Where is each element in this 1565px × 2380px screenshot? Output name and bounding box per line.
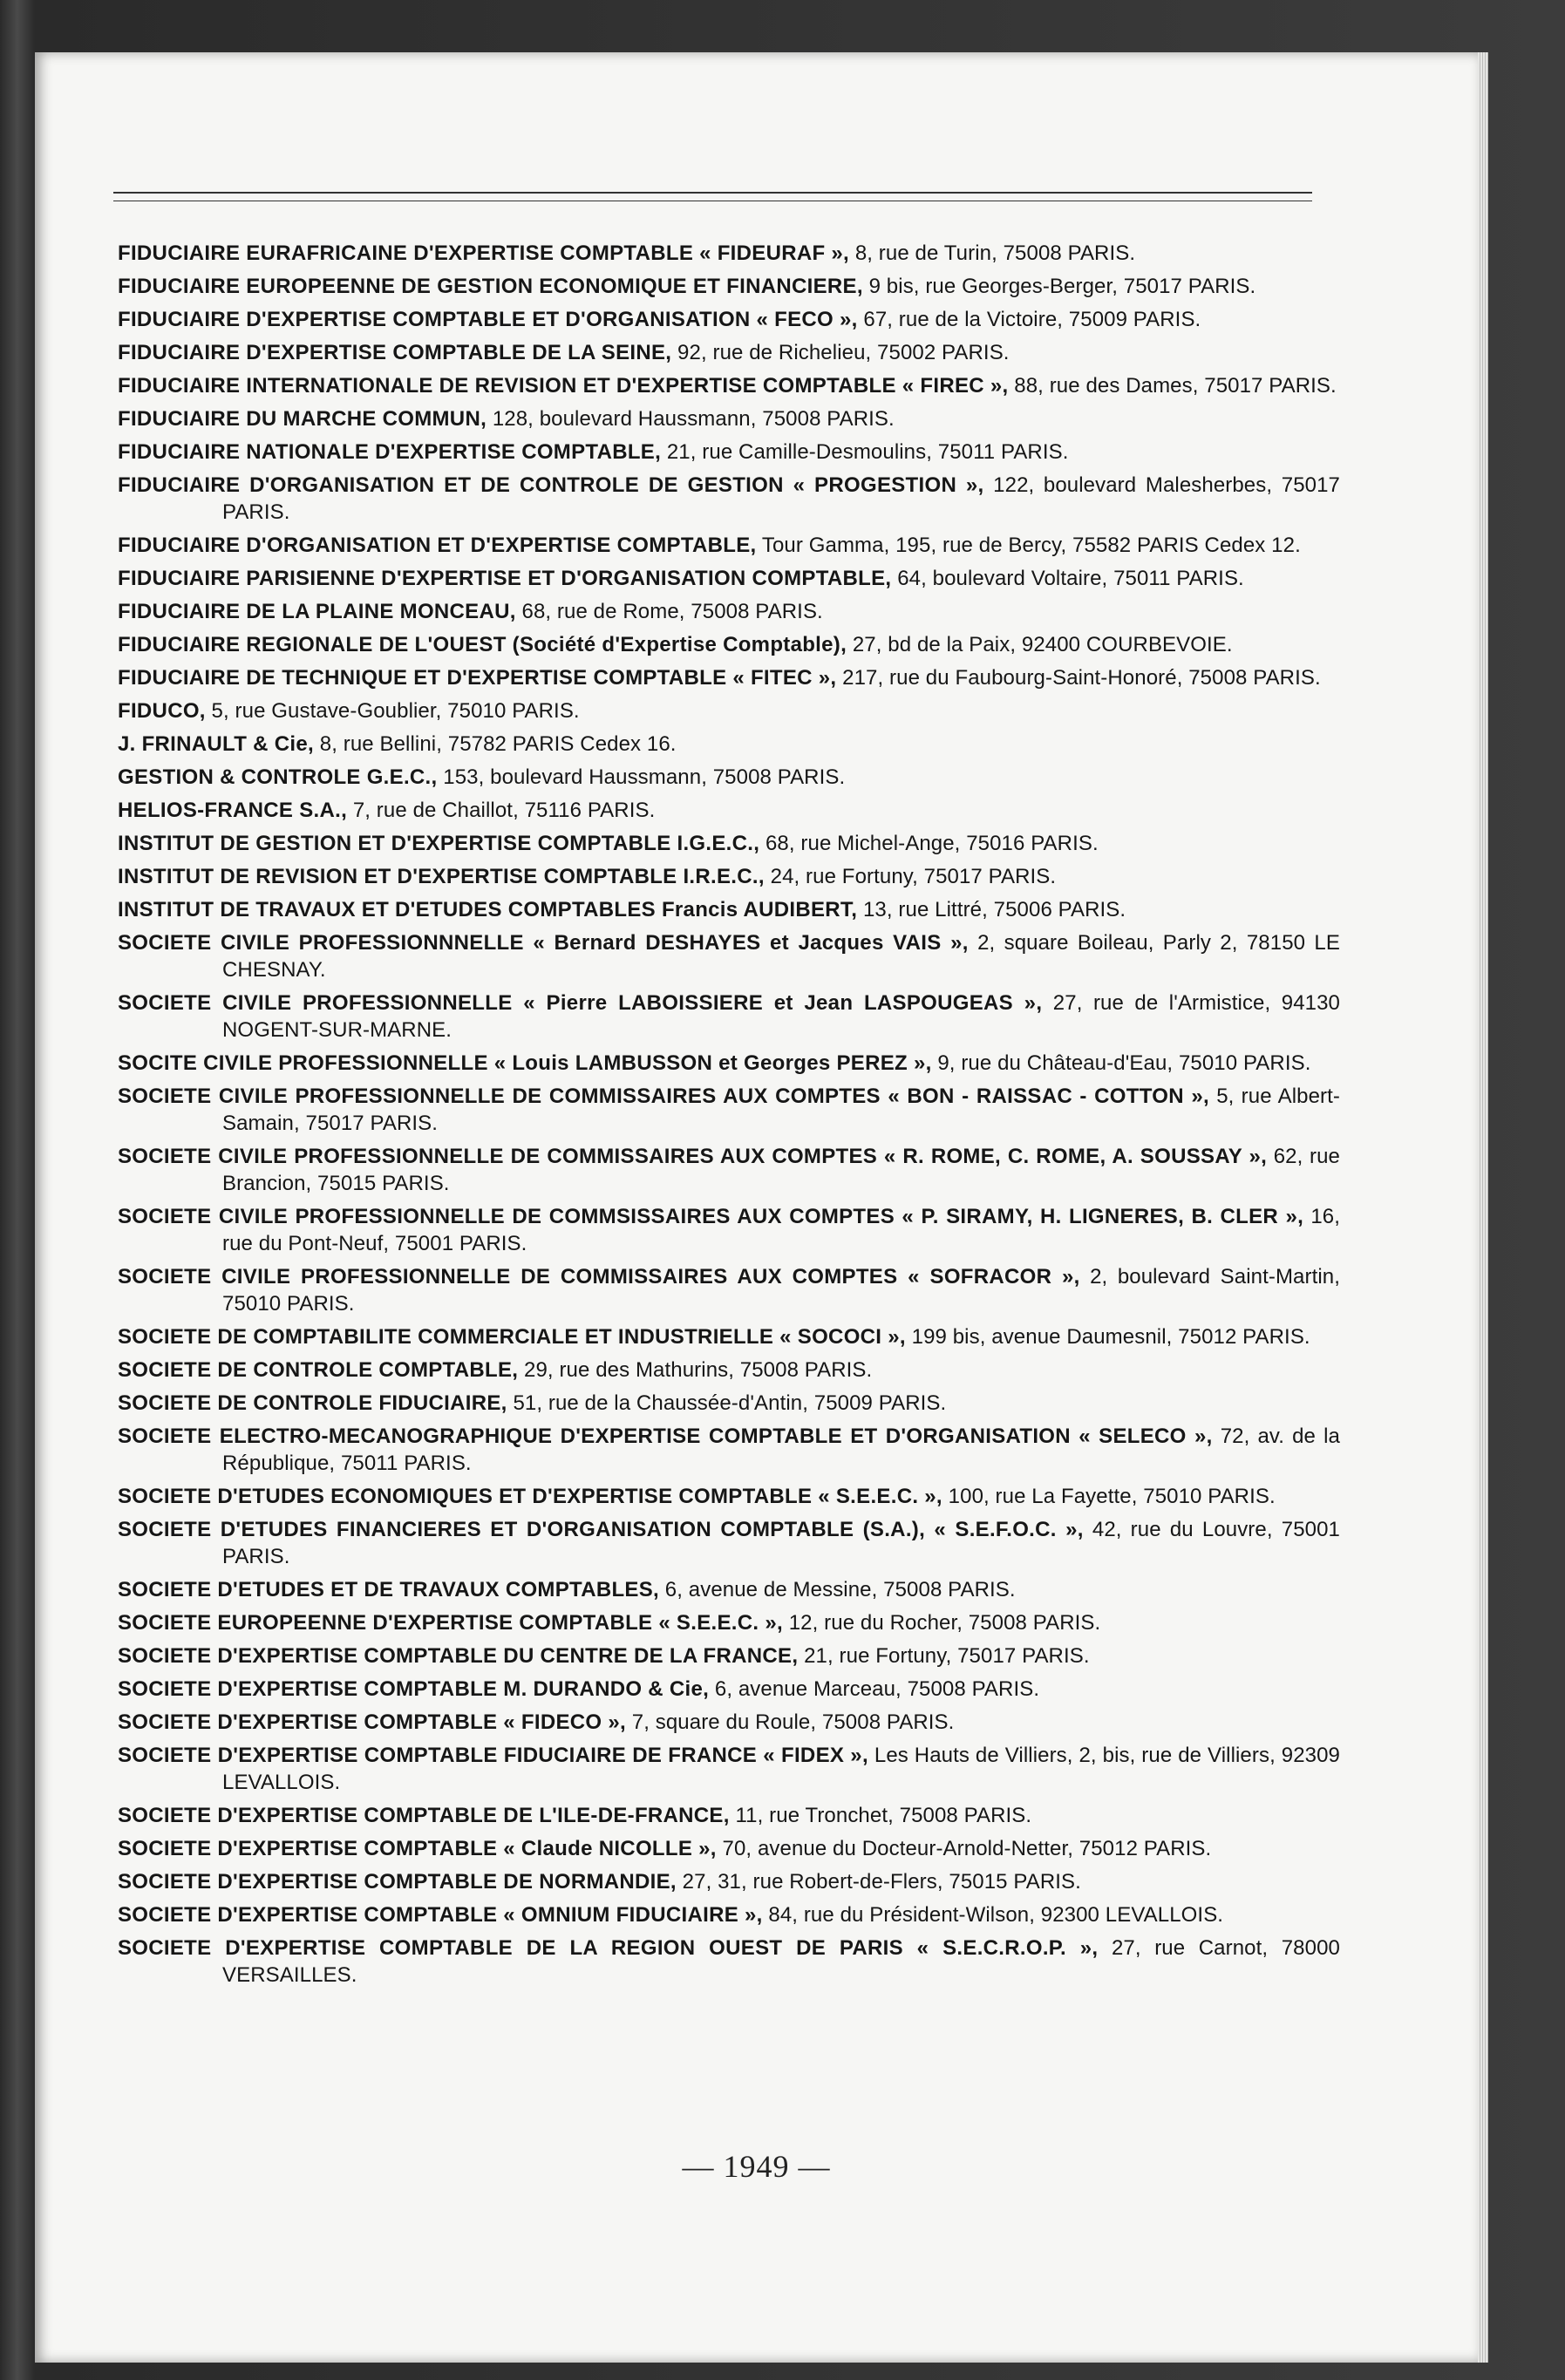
entry-address: 199 bis, avenue Daumesnil, 75012 PARIS. (911, 1325, 1310, 1349)
directory-entry (118, 1935, 1340, 1989)
entry-name: FIDUCIAIRE D'EXPERTISE COMPTABLE ET D'ORGANISATION « FECO », (118, 308, 858, 331)
entry-address: 9 bis, rue Georges-Berger, 75017 PARIS. (868, 275, 1256, 298)
directory-entry (118, 697, 1340, 724)
entry-address: 24, rue Fortuny, 75017 PARIS. (770, 865, 1057, 888)
directory-entry (118, 1083, 1340, 1137)
directory-entry (118, 1742, 1340, 1796)
directory-entry (118, 405, 1340, 432)
entry-name: FIDUCIAIRE D'EXPERTISE COMPTABLE DE LA SEINE, (118, 341, 672, 364)
directory-entry (118, 1390, 1340, 1417)
directory-entry (118, 1576, 1340, 1603)
directory-entry (118, 1676, 1340, 1703)
entry-address: 27, rue de l'Armistice, 94130 NOGENT-SUR-MARNE. (222, 991, 1340, 1042)
directory-entry (118, 797, 1340, 824)
page-edge (1478, 52, 1488, 2363)
directory-entry (118, 929, 1340, 983)
entry-name: SOCIETE D'EXPERTISE COMPTABLE DE NORMANDIE, (118, 1870, 677, 1894)
directory-entry (118, 1901, 1340, 1928)
directory-entry-list (118, 240, 1340, 1995)
entry-name: FIDUCIAIRE REGIONALE DE L'OUEST (Société d'Expertise Comptable), (118, 633, 847, 656)
entry-address: 67, rue de la Victoire, 75009 PARIS. (863, 308, 1201, 331)
entry-name: FIDUCIAIRE EUROPEENNE DE GESTION ECONOMIQUE ET FINANCIERE, (118, 275, 863, 298)
entry-name: GESTION & CONTROLE G.E.C., (118, 765, 438, 789)
entry-address: 27, rue Carnot, 78000 VERSAILLES. (222, 1936, 1340, 1987)
entry-address: 6, avenue de Messine, 75008 PARIS. (664, 1578, 1016, 1601)
entry-address: 217, rue du Faubourg-Saint-Honoré, 75008 PARIS. (842, 666, 1321, 690)
entry-address: 68, rue de Rome, 75008 PARIS. (521, 600, 823, 623)
entry-name: SOCIETE D'EXPERTISE COMPTABLE M. DURANDO & Cie, (118, 1677, 710, 1701)
directory-entry (118, 1802, 1340, 1829)
entry-name: SOCIETE DE CONTROLE FIDUCIAIRE, (118, 1391, 507, 1415)
entry-address: 5, rue Gustave-Goublier, 75010 PARIS. (211, 699, 580, 723)
entry-address: 122, boulevard Malesherbes, 75017 PARIS. (222, 473, 1340, 524)
directory-entry (118, 830, 1340, 857)
entry-address: 29, rue des Mathurins, 75008 PARIS. (524, 1358, 873, 1382)
entry-name: FIDUCIAIRE INTERNATIONALE DE REVISION ET D'EXPERTISE COMPTABLE « FIREC », (118, 374, 1009, 398)
entry-address: 72, av. de la République, 75011 PARIS. (222, 1425, 1340, 1475)
top-rule (113, 192, 1312, 194)
directory-entry (118, 1709, 1340, 1736)
entry-address: 21, rue Camille-Desmoulins, 75011 PARIS. (666, 440, 1069, 464)
entry-address: 6, avenue Marceau, 75008 PARIS. (714, 1677, 1040, 1701)
entry-address: 88, rue des Dames, 75017 PARIS. (1014, 374, 1337, 398)
entry-address: Tour Gamma, 195, rue de Bercy, 75582 PARIS Cedex 12. (761, 534, 1301, 557)
entry-name: SOCIETE CIVILE PROFESSIONNNELLE « Bernard DESHAYES et Jacques VAIS », (118, 931, 969, 955)
entry-name: FIDUCIAIRE DU MARCHE COMMUN, (118, 407, 487, 431)
entry-address: 128, boulevard Haussmann, 75008 PARIS. (492, 407, 895, 431)
directory-entry (118, 1323, 1340, 1350)
entry-name: FIDUCIAIRE PARISIENNE D'EXPERTISE ET D'ORGANISATION COMPTABLE, (118, 567, 892, 590)
entry-address: 12, rue du Rocher, 75008 PARIS. (788, 1611, 1101, 1635)
directory-entry (118, 1483, 1340, 1510)
directory-page (35, 52, 1478, 2363)
entry-name: SOCIETE D'ETUDES FINANCIERES ET D'ORGANISATION COMPTABLE (S.A.), « S.E.F.O.C. », (118, 1518, 1084, 1541)
entry-name: FIDUCIAIRE EURAFRICAINE D'EXPERTISE COMPTABLE « FIDEURAF », (118, 241, 850, 265)
entry-address: 8, rue de Turin, 75008 PARIS. (854, 241, 1136, 265)
entry-name: SOCIETE D'EXPERTISE COMPTABLE « OMNIUM FIDUCIAIRE », (118, 1903, 763, 1927)
entry-name: INSTITUT DE GESTION ET D'EXPERTISE COMPTABLE I.G.E.C., (118, 832, 760, 855)
directory-entry (118, 1203, 1340, 1257)
entry-name: FIDUCIAIRE DE LA PLAINE MONCEAU, (118, 600, 516, 623)
entry-name: INSTITUT DE TRAVAUX ET D'ETUDES COMPTABLES Francis AUDIBERT, (118, 898, 858, 921)
entry-name: SOCIETE D'ETUDES ECONOMIQUES ET D'EXPERTISE COMPTABLE « S.E.E.C. », (118, 1485, 942, 1508)
directory-entry (118, 764, 1340, 791)
entry-address: 27, 31, rue Robert-de-Flers, 75015 PARIS. (682, 1870, 1081, 1894)
entry-address: 7, square du Roule, 75008 PARIS. (631, 1710, 955, 1734)
entry-name: SOCIETE D'EXPERTISE COMPTABLE FIDUCIAIRE DE FRANCE « FIDEX », (118, 1744, 868, 1767)
directory-entry (118, 1835, 1340, 1862)
entry-address: 64, boulevard Voltaire, 75011 PARIS. (897, 567, 1244, 590)
entry-address: 16, rue du Pont-Neuf, 75001 PARIS. (222, 1205, 1340, 1255)
directory-entry (118, 896, 1340, 923)
directory-entry (118, 863, 1340, 890)
directory-entry (118, 1609, 1340, 1636)
entry-name: SOCIETE CIVILE PROFESSIONNELLE DE COMMISSAIRES AUX COMPTES « R. ROME, C. ROME, A. SOUSSAY », (118, 1145, 1268, 1168)
directory-entry (118, 372, 1340, 399)
directory-entry (118, 1423, 1340, 1477)
entry-name: SOCIETE D'EXPERTISE COMPTABLE DU CENTRE DE LA FRANCE, (118, 1644, 799, 1668)
directory-entry (118, 240, 1340, 267)
entry-address: 70, avenue du Docteur-Arnold-Netter, 75012 PARIS. (722, 1837, 1212, 1860)
entry-address: 153, boulevard Haussmann, 75008 PARIS. (443, 765, 846, 789)
entry-address: 21, rue Fortuny, 75017 PARIS. (804, 1644, 1090, 1668)
directory-entry (118, 532, 1340, 559)
directory-entry (118, 1516, 1340, 1570)
directory-entry (118, 472, 1340, 526)
entry-address: 51, rue de la Chaussée-d'Antin, 75009 PARIS. (513, 1391, 947, 1415)
entry-name: SOCIETE DE COMPTABILITE COMMERCIALE ET INDUSTRIELLE « SOCOCI », (118, 1325, 906, 1349)
directory-entry (118, 1263, 1340, 1317)
entry-name: FIDUCO, (118, 699, 206, 723)
entry-name: HELIOS-FRANCE S.A., (118, 799, 348, 822)
entry-address: 13, rue Littré, 75006 PARIS. (862, 898, 1126, 921)
entry-name: INSTITUT DE REVISION ET D'EXPERTISE COMPTABLE I.R.E.C., (118, 865, 765, 888)
entry-name: SOCIETE ELECTRO-MECANOGRAPHIQUE D'EXPERTISE COMPTABLE ET D'ORGANISATION « SELECO », (118, 1425, 1213, 1448)
entry-name: FIDUCIAIRE D'ORGANISATION ET D'EXPERTISE COMPTABLE, (118, 534, 757, 557)
directory-entry (118, 1642, 1340, 1669)
entry-name: SOCIETE D'EXPERTISE COMPTABLE « Claude NICOLLE », (118, 1837, 717, 1860)
directory-entry (118, 598, 1340, 625)
directory-entry (118, 1050, 1340, 1077)
directory-entry (118, 339, 1340, 366)
directory-entry (118, 989, 1340, 1044)
directory-entry (118, 731, 1340, 758)
entry-name: SOCIETE D'EXPERTISE COMPTABLE DE L'ILE-DE-FRANCE, (118, 1804, 730, 1827)
entry-name: SOCIETE CIVILE PROFESSIONNELLE DE COMMISSAIRES AUX COMPTES « BON - RAISSAC - COTTON », (118, 1085, 1209, 1108)
entry-address: 84, rue du Président-Wilson, 92300 LEVALLOIS. (768, 1903, 1224, 1927)
entry-address: 27, bd de la Paix, 92400 COURBEVOIE. (852, 633, 1233, 656)
entry-address: 8, rue Bellini, 75782 PARIS Cedex 16. (319, 732, 677, 756)
directory-entry (118, 306, 1340, 333)
directory-entry (118, 1143, 1340, 1197)
entry-address: 2, boulevard Saint-Martin, 75010 PARIS. (222, 1265, 1340, 1316)
entry-name: FIDUCIAIRE NATIONALE D'EXPERTISE COMPTABLE, (118, 440, 662, 464)
entry-address: 62, rue Brancion, 75015 PARIS. (222, 1145, 1340, 1195)
entry-name: SOCIETE CIVILE PROFESSIONNELLE DE COMMISSAIRES AUX COMPTES « SOFRACOR », (118, 1265, 1080, 1289)
entry-address: Les Hauts de Villiers, 2, bis, rue de Villiers, 92309 LEVALLOIS. (222, 1744, 1340, 1794)
directory-entry (118, 1357, 1340, 1384)
entry-address: 2, square Boileau, Parly 2, 78150 LE CHESNAY. (222, 931, 1340, 982)
entry-name: SOCIETE EUROPEENNE D'EXPERTISE COMPTABLE « S.E.E.C. », (118, 1611, 783, 1635)
entry-address: 7, rue de Chaillot, 75116 PARIS. (352, 799, 656, 822)
entry-name: SOCIETE CIVILE PROFESSIONNELLE « Pierre LABOISSIERE et Jean LASPOUGEAS », (118, 991, 1043, 1015)
entry-name: SOCIETE D'EXPERTISE COMPTABLE DE LA REGION OUEST DE PARIS « S.E.C.R.O.P. », (118, 1936, 1099, 1960)
entry-name: SOCITE CIVILE PROFESSIONNELLE « Louis LAMBUSSON et Georges PEREZ », (118, 1051, 932, 1075)
entry-address: 5, rue Albert-Samain, 75017 PARIS. (222, 1085, 1340, 1135)
entry-address: 68, rue Michel-Ange, 75016 PARIS. (765, 832, 1099, 855)
entry-address: 92, rue de Richelieu, 75002 PARIS. (677, 341, 1010, 364)
entry-name: J. FRINAULT & Cie, (118, 732, 314, 756)
entry-name: SOCIETE DE CONTROLE COMPTABLE, (118, 1358, 519, 1382)
directory-entry (118, 565, 1340, 592)
directory-entry (118, 439, 1340, 466)
entry-address: 11, rue Tronchet, 75008 PARIS. (735, 1804, 1032, 1827)
entry-name: SOCIETE CIVILE PROFESSIONNELLE DE COMMSISSAIRES AUX COMPTES « P. SIRAMY, H. LIGNERES, B. CLER », (118, 1205, 1304, 1228)
entry-name: SOCIETE D'ETUDES ET DE TRAVAUX COMPTABLES, (118, 1578, 660, 1601)
entry-address: 100, rue La Fayette, 75010 PARIS. (948, 1485, 1276, 1508)
entry-address: 9, rue du Château-d'Eau, 75010 PARIS. (937, 1051, 1311, 1075)
entry-address: 42, rue du Louvre, 75001 PARIS. (222, 1518, 1341, 1568)
entry-name: SOCIETE D'EXPERTISE COMPTABLE « FIDECO », (118, 1710, 626, 1734)
page-number: — 1949 — (682, 2149, 831, 2184)
entry-name: FIDUCIAIRE DE TECHNIQUE ET D'EXPERTISE COMPTABLE « FITEC », (118, 666, 837, 690)
entry-name: FIDUCIAIRE D'ORGANISATION ET DE CONTROLE DE GESTION « PROGESTION », (118, 473, 984, 497)
directory-entry (118, 631, 1340, 658)
directory-entry (118, 664, 1340, 691)
directory-entry (118, 1868, 1340, 1895)
directory-entry (118, 273, 1340, 300)
